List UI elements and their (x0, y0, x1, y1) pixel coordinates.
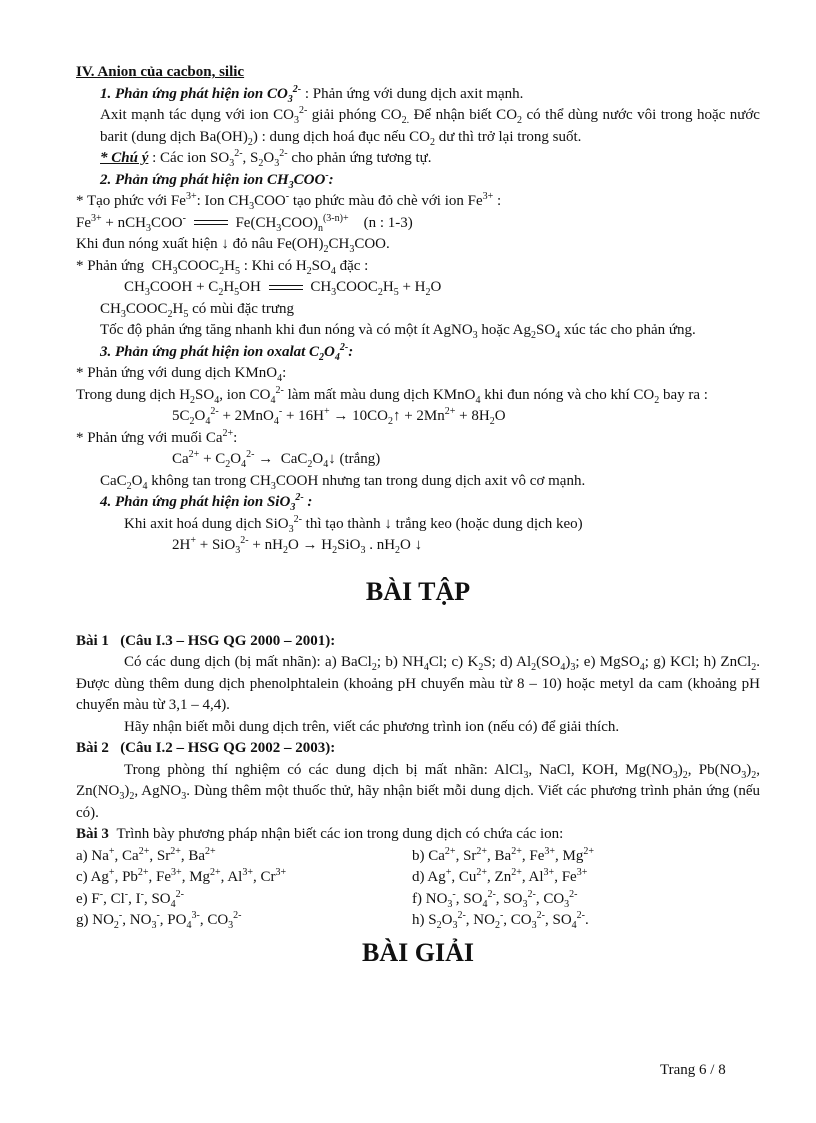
option-b: b) $Ca^{2+}$, $Sr^{2+}$, $Ba^{2+}$, $Fe^{3+}$, $Mg^{2+}$ (412, 845, 594, 864)
option-d: d) Ag+, $Cu^{2+}$, $Zn^{2+}$, $Al^{3+}$, $Fe^{3+}$ (412, 867, 588, 885)
paragraph: * Phản ứng $CH_3COOC_2H_5$ : Khi có $H_2SO_4$ đặc : (76, 257, 369, 277)
paragraph: * Tạo phức với $Fe^{3+}$: Ion $CH_3COO^-$ tạo phức màu đỏ chè với ion $Fe^{3+}$ : (76, 191, 502, 212)
option-e: e) F-, Cl-, I-, $SO_4^{2-}$ (76, 888, 184, 910)
solution-heading: BÀI GIẢI (362, 937, 474, 967)
paragraph: $CH_3COOC_2H_5$ có mùi đặc trưng (100, 300, 294, 320)
equilibrium-arrow (194, 220, 228, 226)
option-c: c) Ag+, $Pb^{2+}$, $Fe^{3+}$, $Mg^{2+}$, $Al^{3+}$, $Cr^{3+}$ (76, 867, 287, 885)
option-a: a) Na+, $Ca^{2+}$, $Sr^{2+}$, $Ba^{2+}$ (76, 845, 216, 864)
page-number: Trang 6 / 8 (660, 1062, 726, 1078)
exercise-1-body: Có các dung dịch (bị mất nhãn): a) BaCl$_2$; b) $NH_4Cl$; c) $K_2S$; d) $Al_2(SO_4)_3$; e) MgSO$_4$; g) KCl; h) ZnCl$_2$. Được dùng thêm dung dịch phenolphtalein (khoảng pH chuyển màu từ 8 – 10) hoặc metyl da cam (khoảng pH chuyển màu từ 3,1 – 4,4). (76, 654, 760, 713)
option-f: f) $NO_3^-$, $SO_4^{2-}$, $SO_3^{2-}$, $CO_3^{2-}$ (412, 888, 578, 910)
exercise-3-heading: Bài 3 Trình bày phương pháp nhận biết các ion trong dung dịch có chứa các ion: (76, 826, 564, 842)
equation: $Ca^{2+} + C_2O_4^{2-}$ → $CaC_2O_4↓$ (trắng) (172, 449, 381, 470)
subsection-3-heading: 3. Phản ứng phát hiện ion oxalat $C_2O_4^{2-}$: (100, 341, 354, 363)
equation: $CH_3COOH + C_2H_5OH$ $CH_3COOC_2H_5 + H_2O$ (124, 279, 442, 298)
exercise-2-heading: Bài 2 (Câu I.2 – HSG QG 2002 – 2003): (76, 740, 336, 756)
subsection-4-heading: 4. Phản ứng phát hiện ion SiO$_3^{2-}$ : (100, 492, 313, 513)
section-title: IV. Anion của cacbon, silic (76, 64, 245, 80)
exercises-heading: BÀI TẬP (365, 576, 471, 606)
exercise-2-body: Trong phòng thí nghiệm có các dung dịch bị mất nhãn: AlCl$_3$, NaCl, KOH, $Mg(NO_3)_2$, $Pb(NO_3)_2$, $Zn(NO_3)_2$, AgNO$_3$. Dùng thêm một thuốc thử, hãy nhận biết mỗi dung dịch. Viết các phương trình phản ứng (nếu có). (76, 761, 760, 821)
paragraph: Trong dung dịch $H_2SO_4$, ion $CO_4^{2-}$ làm mất màu dung dịch KMnO$_4$ khi đun nóng và cho khí $CO_2$ bay ra : (76, 384, 708, 406)
option-h: h) $S_2O_3^{2-}$, $NO_2^-$, $CO_3^{2-}$, $SO_4^{2-}$. (412, 910, 589, 931)
paragraph: $CaC_2O_4$ không tan trong $CH_3COOH$ nhưng tan trong dung dịch axit vô cơ mạnh. (100, 472, 586, 492)
subsection-2-heading: 2. Phản ứng phát hiện ion $CH_3COO^-$: (100, 169, 334, 191)
note: * Chú ý : Các ion $SO_3^{2-}$, $S_2O_3^{2-}$ cho phản ứng tương tự. (100, 148, 432, 169)
equation: $5C_2O_4^{2-} + 2MnO_4^- + 16H^+$ → $10CO_2↑ + 2Mn^{2+} + 8H_2O$ (172, 406, 506, 427)
equation: $2H^+ + SiO_3^{2-} + nH_2O \to H_2SiO_3$ . $nH_2O$ ↓ (172, 535, 423, 556)
document-page (76, 62, 760, 968)
paragraph: * Phản ứng với dung dịch KMnO$_4$: (76, 365, 287, 384)
exercise-3-options (76, 846, 760, 932)
subsection-1-heading: 1. Phản ứng phát hiện ion $CO_3^{2-}$ : Phản ứng với dung dịch axit mạnh. (100, 83, 524, 105)
paragraph: * Phản ứng với muối $Ca^{2+}$: (76, 427, 238, 446)
exercise-1-heading: Bài 1 (Câu I.3 – HSG QG 2000 – 2001): (76, 632, 336, 649)
option-g: g) $NO_2^-$, $NO_3^-$, $PO_4^{3-}$, $CO_3^{2-}$ (76, 910, 242, 931)
paragraph: Axit mạnh tác dụng với ion $CO_3^{2-}$ giải phóng $CO_{2.}$ Để nhận biết $CO_2$ có thể dùng nước vôi trong hoặc nước barit (dung dịch $Ba(OH)_2$) : dung dịch hoá đục nếu $CO_2$ dư thì trở lại trong suốt. (100, 105, 760, 148)
equilibrium-arrow (269, 285, 303, 291)
equation: $Fe^{3+} + nCH_3COO^-$ $Fe(CH_3COO)_n^{(3-n)+}$ (n : 1-3) (76, 212, 413, 234)
paragraph: Tốc độ phản ứng tăng nhanh khi đun nóng và có một ít AgNO$_3$ hoặc $Ag_2SO_4$ xúc tác cho phản ứng. (100, 322, 696, 341)
paragraph: Khi đun nóng xuất hiện ↓ đỏ nâu $Fe(OH)_2CH_3COO$. (76, 236, 390, 255)
paragraph: Khi axit hoá dung dịch SiO$_3^{2-}$ thì tạo thành ↓ trắng keo (hoặc dung dịch keo) (124, 513, 583, 535)
exercise-1-body: Hãy nhận biết mỗi dung dịch trên, viết các phương trình ion (nếu có) để giải thích. (124, 718, 620, 735)
